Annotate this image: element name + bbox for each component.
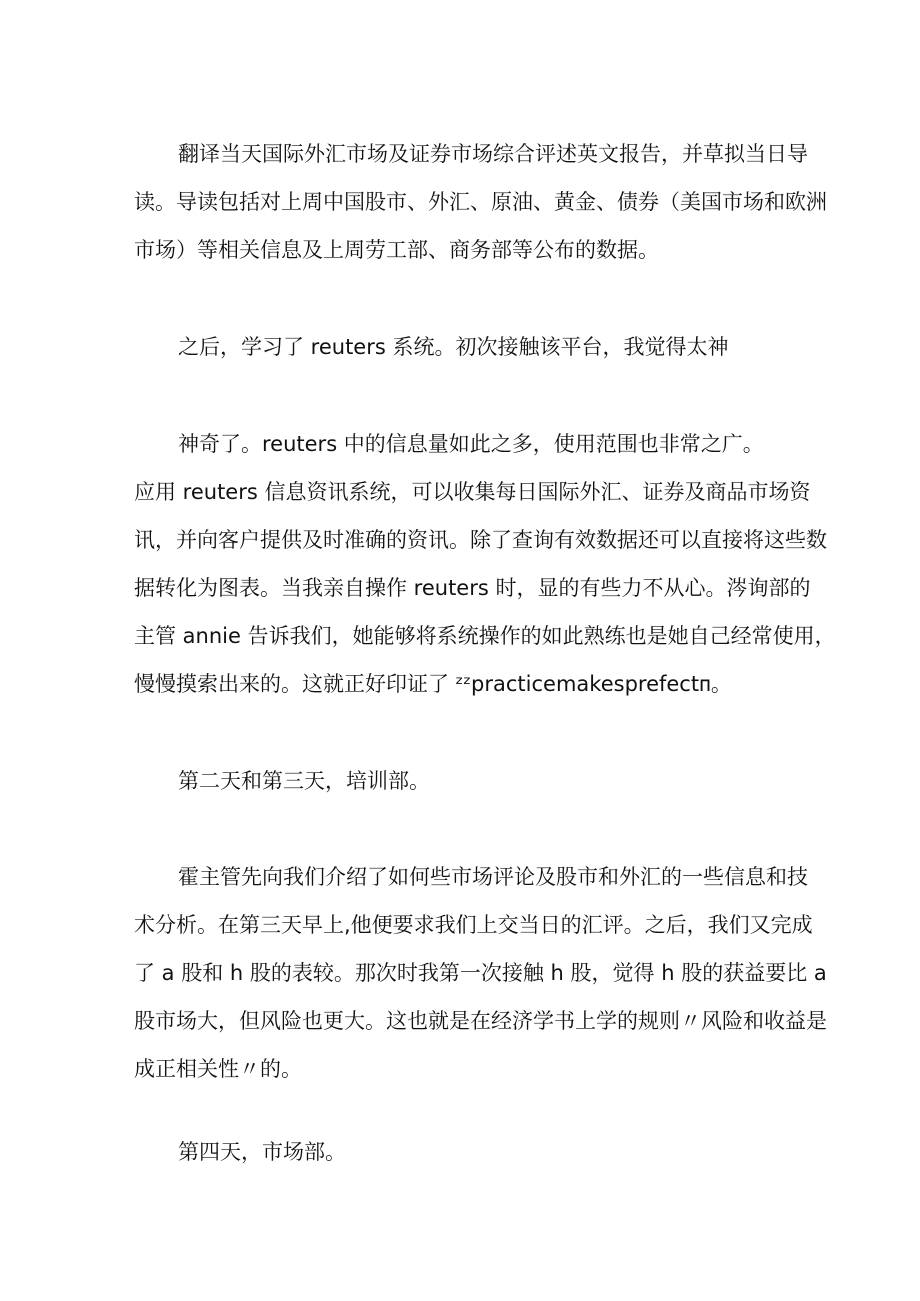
paragraph-2-line-1: 之后，学习了 reuters 系统。初次接触该平台，我觉得太神 (178, 335, 729, 359)
paragraph-1-line-1: 翻译当天国际外汇市场及证券市场综合评述英文报告，并草拟当日导 (178, 142, 808, 166)
paragraph-3-line-4: 据转化为图表。当我亲自操作 reuters 时，显的有些力不从心。涔询部的 (134, 576, 811, 600)
paragraph-1-line-2: 读。导读包括对上周中国股市、外汇、原油、黄金、债券（美国市场和欧洲 (134, 190, 827, 214)
paragraph-5-line-1: 霍主管先向我们介绍了如何些市场评论及股市和外汇的一些信息和技 (178, 865, 808, 889)
paragraph-5-line-2: 术分析。在第三天早上,他便要求我们上交当日的汇评。之后，我们又完成 (134, 913, 813, 937)
paragraph-3-line-1: 神奇了。reuters 中的信息量如此之多，使用范围也非常之广。 (178, 432, 764, 456)
paragraph-3-line-6: 慢慢摸索出来的。这就正好印证了 ᶻᶻpracticemakesprefectᴨ。 (134, 672, 732, 696)
paragraph-3-line-2: 应用 reuters 信息资讯系统，可以收集每日国际外汇、证券及商品市场资 (134, 480, 811, 504)
paragraph-3-line-3: 讯，并向客户提供及时准确的资讯。除了查询有效数据还可以直接将这些数 (134, 528, 827, 552)
paragraph-5-line-4: 股市场大，但风险也更大。这也就是在经济学书上学的规则〃风险和收益是 (134, 1009, 827, 1033)
paragraph-6-line-1: 第四天，市场部。 (178, 1140, 346, 1164)
paragraph-5-line-5: 成正相关性〃的。 (134, 1057, 302, 1081)
paragraph-5-line-3: 了 a 股和 h 股的表较。那次时我第一次接触 h 股，觉得 h 股的获益要比 a (134, 961, 827, 985)
paragraph-1-line-3: 市场）等相关信息及上周劳工部、商务部等公布的数据。 (134, 238, 659, 262)
paragraph-4-line-1: 第二天和第三天，培训部。 (178, 769, 430, 793)
paragraph-3-line-5: 主管 annie 告诉我们，她能够将系统操作的如此熟练也是她自己经常使用， (134, 624, 836, 648)
